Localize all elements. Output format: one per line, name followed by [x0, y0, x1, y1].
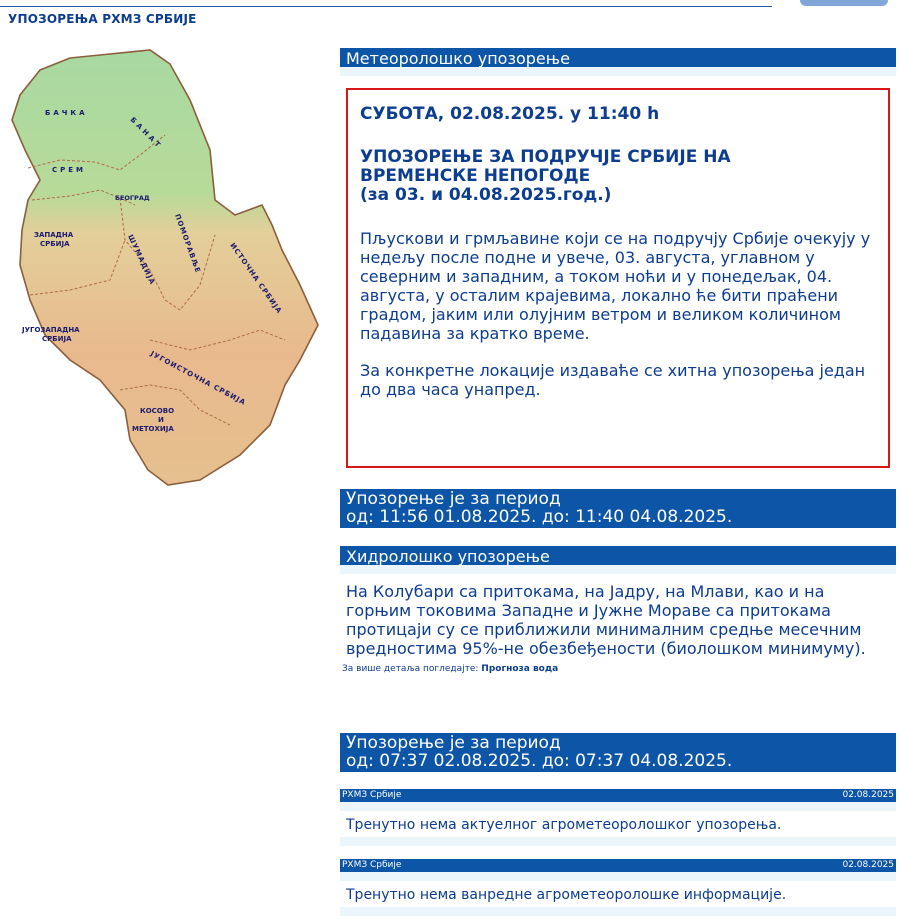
rhmz-logo[interactable]: [800, 0, 888, 6]
agro-info-source: РХМЗ Србије: [342, 860, 402, 870]
warning-heading: [360, 148, 876, 205]
region-zapadna-2[interactable]: СРБИЈА: [40, 240, 70, 248]
hydro-more-prefix: За више детаља погледајте:: [342, 664, 482, 674]
top-divider: [0, 6, 772, 7]
agro-warning-stripe: [340, 802, 896, 811]
agro-warning-date: 02.08.2025: [842, 790, 894, 800]
region-beograd[interactable]: БЕОГРАД: [115, 194, 150, 202]
serbia-map-svg[interactable]: [0, 40, 330, 510]
hydro-section: [340, 546, 896, 674]
agro-warning-text: Тренутно нема актуелног агрометеоролошког упозорења.: [346, 817, 782, 833]
region-kosovo-1[interactable]: КОСОВО: [140, 407, 175, 415]
meteo-period-bar: [340, 489, 896, 528]
meteo-period: [340, 489, 896, 528]
meteo-section: [340, 48, 896, 76]
meteo-stripe: [340, 67, 896, 76]
region-backa[interactable]: БАЧКА: [45, 109, 88, 117]
hydro-header: Хидролошко упозорење: [340, 546, 896, 565]
agro-info-text: Тренутно нема ванредне агрометеоролошке информације.: [346, 887, 787, 903]
region-srem[interactable]: СРЕМ: [52, 166, 87, 174]
agro-warning-source: РХМЗ Србије: [342, 790, 402, 800]
agro-info-section: [340, 859, 896, 916]
agro-warning-section: [340, 789, 896, 846]
meteo-header: Метеоролошко упозорење: [340, 48, 896, 67]
region-kosovo-3[interactable]: МЕТОХИЈА: [132, 425, 174, 433]
agro-info-bar: [340, 859, 896, 872]
region-zapadna-1[interactable]: ЗАПАДНА: [34, 231, 74, 239]
meteo-warning-box: [346, 88, 890, 468]
hydro-period: [340, 733, 896, 772]
hydro-period-range: од: 07:37 02.08.2025. до: 07:37 04.08.2025.: [346, 751, 733, 771]
hydro-stripe: [340, 565, 896, 574]
region-sumadija[interactable]: ШУМАДИЈА: [126, 233, 157, 287]
page-title: УПОЗОРЕЊА РХМЗ СРБИЈЕ: [8, 12, 197, 26]
warning-text-local: За конкретне локације издаваће се хитна упозорења један до два часа унапред.: [360, 361, 866, 399]
region-istocna[interactable]: ИСТОЧНА СРБИЈА: [228, 241, 284, 316]
agro-info-date: 02.08.2025: [842, 860, 894, 870]
agro-warning-stripe-bottom: [340, 837, 896, 846]
warning-text: Пљускови и грмљавине који се на подручју Србије очекују у недељу после подне и увече, 03. августа, углавном у северним и западним, а током ноћи и у понедељак, 04. августа, у осталим крајевима, локално ће бити праћени градом, јаким или олујним ветром и великом количином падавина за кратко време.: [360, 229, 871, 343]
hydro-text: На Колубари са притокама, на Јадру, на Млави, као и на горњим токовима Западне и Јужне Мораве са притокама протицаји су се приближили минималним средње месечним вредностима 95%-не обезбеђености (биолошком минимуму).: [346, 582, 866, 658]
agro-info-stripe-bottom: [340, 907, 896, 916]
hydro-more: [340, 664, 896, 674]
region-pomoravlje[interactable]: ПОМОРАВЉЕ: [173, 212, 203, 275]
warning-heading-line2: ВРЕМЕНСКЕ НЕПОГОДЕ: [360, 166, 591, 186]
region-jugozapadna-1[interactable]: ЈУГОЗАПАДНА: [22, 326, 80, 334]
region-banat[interactable]: БАНАТ: [128, 115, 164, 151]
warning-date: СУБОТА, 02.08.2025. у 11:40 h: [360, 104, 660, 124]
region-jugozapadna-2[interactable]: СРБИЈА: [42, 335, 72, 343]
warning-heading-line3: (за 03. и 04.08.2025.год.): [360, 185, 612, 205]
region-kosovo-2[interactable]: И: [158, 416, 164, 424]
region-jugoistocna[interactable]: ЈУГОИСТОЧНА СРБИЈА: [149, 349, 248, 407]
meteo-period-label: Упозорење је за период: [346, 489, 561, 509]
hydro-forecast-link[interactable]: Прогноза вода: [481, 664, 559, 674]
hydro-period-label: Упозорење је за период: [346, 733, 561, 753]
serbia-map[interactable]: [0, 40, 330, 510]
warning-heading-line1: УПОЗОРЕЊЕ ЗА ПОДРУЧЈЕ СРБИЈЕ НА: [360, 147, 731, 167]
agro-info-stripe: [340, 872, 896, 881]
agro-warning-bar: [340, 789, 896, 802]
meteo-period-range: од: 11:56 01.08.2025. до: 11:40 04.08.2025.: [346, 507, 733, 527]
hydro-period-bar: [340, 733, 896, 772]
